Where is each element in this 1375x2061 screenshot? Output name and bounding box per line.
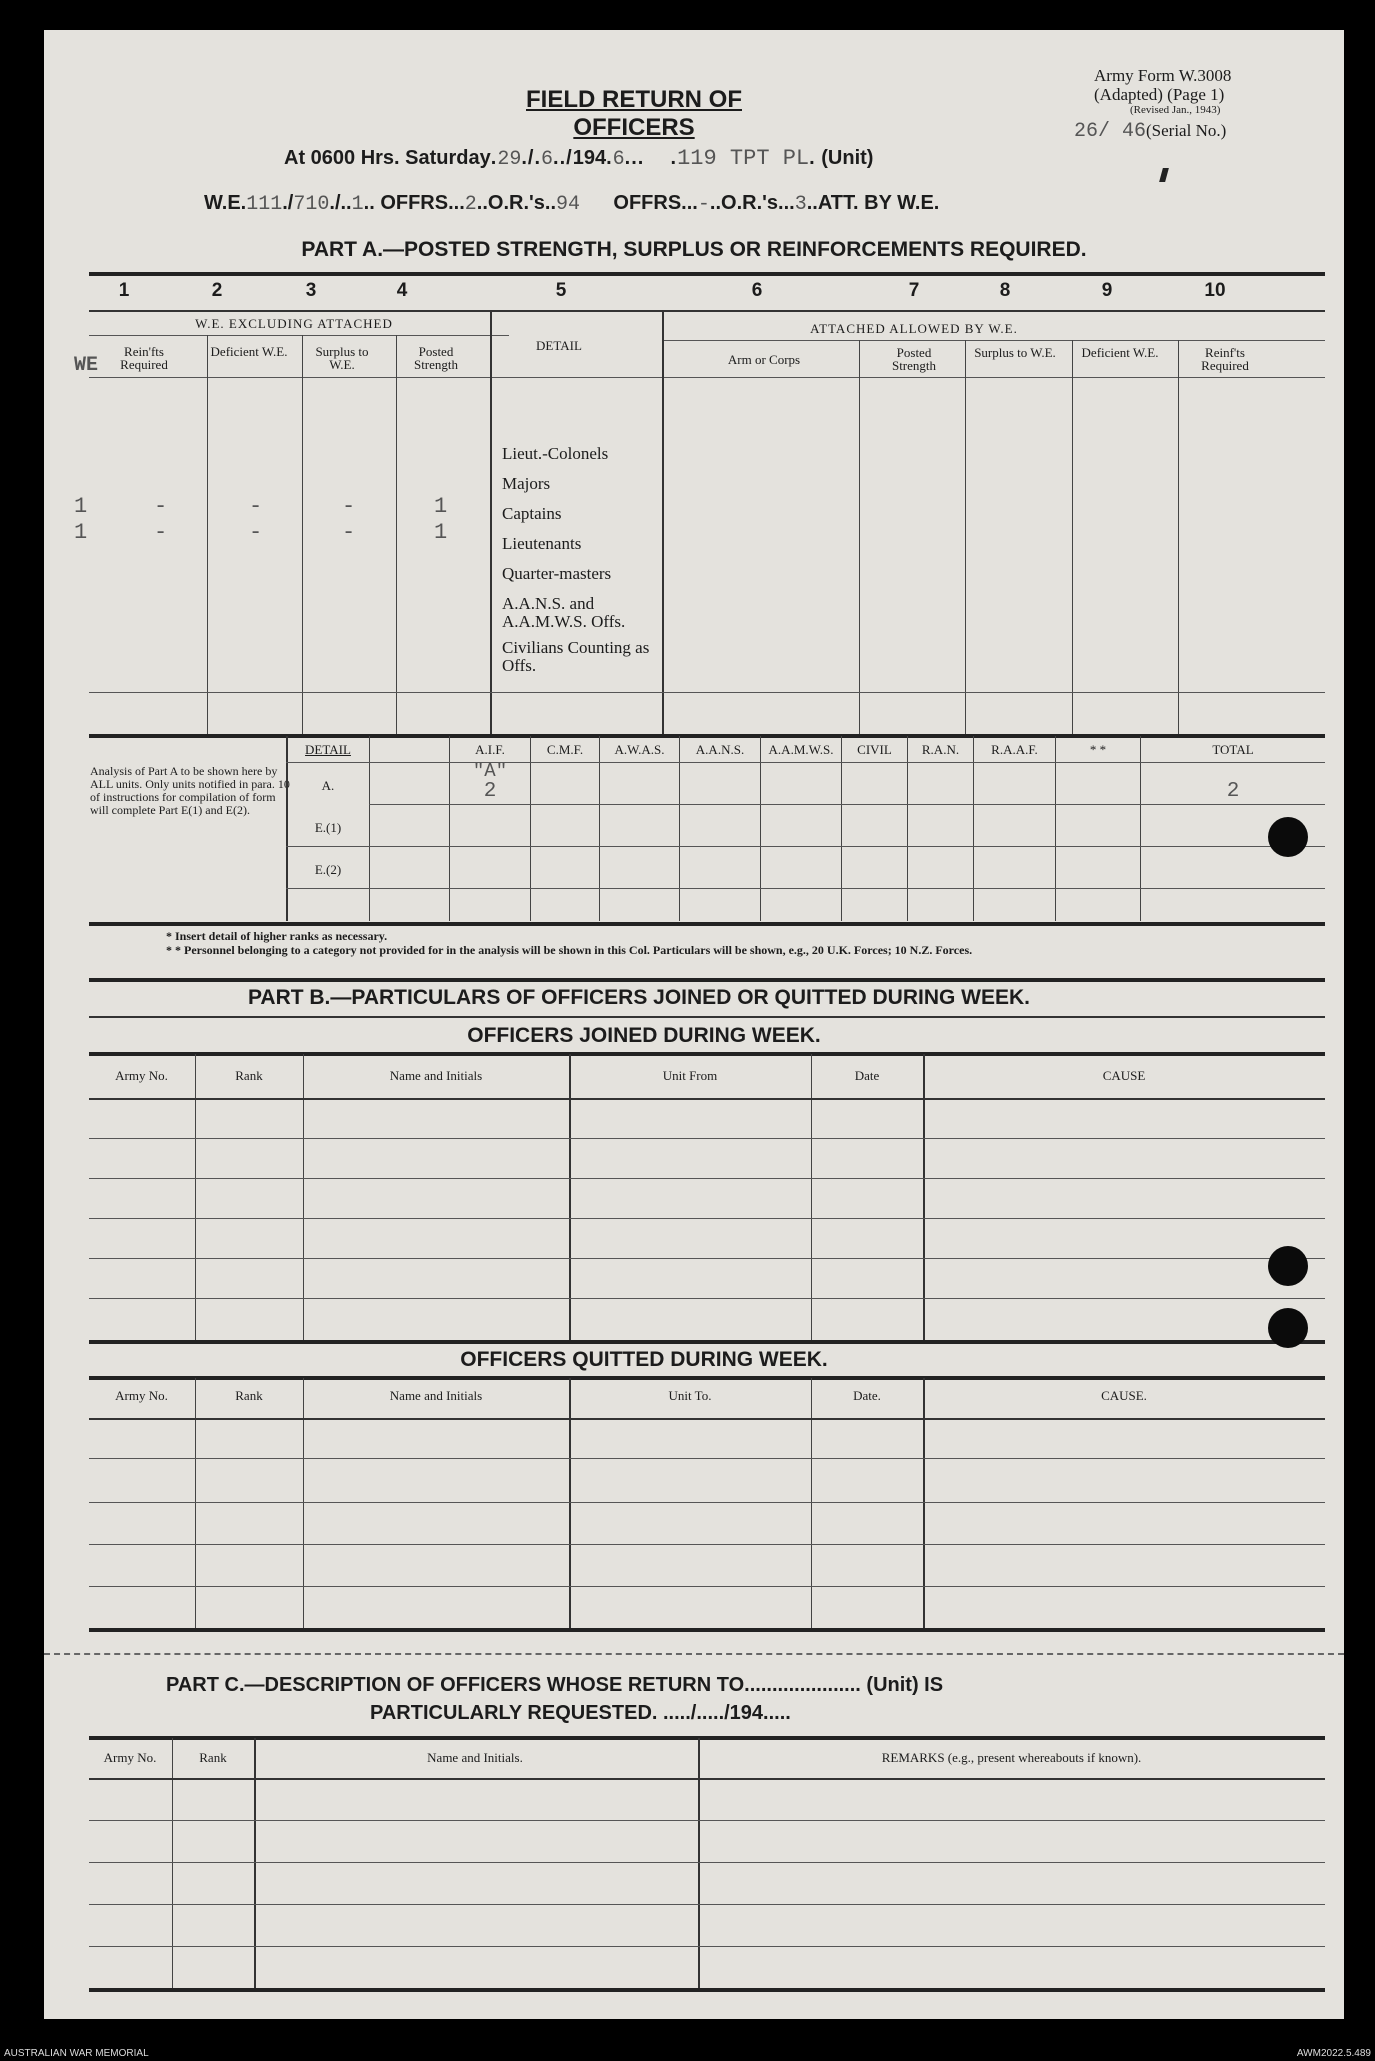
partc-head-army-no: Army No.: [103, 1750, 157, 1765]
part-a-heading: PART A.—POSTED STRENGTH, SURPLUS OR REINFORCEMENTS REQUIRED.: [301, 238, 1087, 261]
ors2-label: O.R.'s.: [721, 192, 784, 214]
lieutenants-surplus-2: -: [342, 520, 356, 545]
we-margin-mark: WE: [74, 354, 99, 377]
unit-value: 119 TPT PL: [677, 146, 810, 171]
partc-head-remarks: REMARKS (e.g., present whereabouts if known).: [881, 1750, 1142, 1765]
head-detail: DETAIL: [536, 338, 582, 353]
quitted-row-rule: [89, 1458, 1325, 1459]
analysis-head-raaf: R.A.A.F.: [991, 742, 1038, 757]
col-divider: [396, 335, 397, 735]
head-reinfts-required: Rein'fts Required: [120, 344, 168, 372]
partc-bottom-rule: [89, 1988, 1325, 1992]
we-group-header: W.E. EXCLUDING ATTACHED: [195, 316, 393, 331]
analysis-row-a: A.: [321, 778, 335, 793]
we-part-b: 710: [293, 193, 330, 216]
quitted-head-rank: Rank: [235, 1388, 263, 1403]
col-number-4: 4: [396, 280, 408, 301]
joined-head-cause: CAUSE: [1102, 1068, 1146, 1083]
offrs-value: 2: [464, 193, 477, 216]
analysis-head-awas: A.W.A.S.: [614, 742, 665, 757]
col-number-1: 1: [118, 280, 130, 301]
quitted-top-rule: [89, 1376, 1325, 1380]
analysis-head-aamws: A.A.M.W.S.: [768, 742, 834, 757]
we-label: W.E.: [204, 192, 247, 214]
head-att-posted-strength: Posted Strength: [891, 345, 937, 373]
quitted-head-date: Date.: [853, 1388, 881, 1403]
col-number-5: 5: [555, 280, 567, 301]
partc-row-rule: [89, 1862, 1325, 1863]
page-title: FIELD RETURN OF OFFICERS: [526, 86, 742, 141]
quitted-col-divider: [303, 1378, 304, 1628]
col-divider: [1178, 340, 1179, 735]
captains-surplus-2: -: [342, 494, 356, 519]
head-posted-strength: Posted Strength: [413, 344, 459, 372]
rank-civilians: Civilians Counting as Offs.: [502, 638, 650, 675]
rank-lieutenants: Lieutenants: [502, 534, 582, 553]
captains-reinfts: 1: [74, 494, 88, 519]
archive-credit: AUSTRALIAN WAR MEMORIAL: [4, 2048, 149, 2059]
attached-group-rule: [664, 340, 1325, 341]
lieutenants-reinfts: 1: [74, 520, 88, 545]
quitted-row-rule: [89, 1544, 1325, 1545]
part-a-top-rule: [89, 272, 1325, 276]
offrs-label: OFFRS.: [380, 192, 454, 214]
we-part-a: 111: [246, 193, 283, 216]
offrs2-value: -: [697, 193, 710, 216]
rank-aans-aamws: A.A.N.S. and A.A.M.W.S. Offs.: [502, 594, 626, 631]
partc-col-divider: [698, 1738, 700, 1988]
captains-posted: 1: [434, 494, 448, 519]
ors2-value: 3: [794, 193, 807, 216]
captains-surplus: -: [249, 494, 263, 519]
serial-value: 26/ 46: [1074, 120, 1147, 143]
quitted-title: OFFICERS QUITTED DURING WEEK.: [460, 1348, 828, 1371]
col-number-10: 10: [1204, 280, 1226, 301]
head-att-reinfts-required: Reinf'ts Required: [1201, 345, 1249, 373]
form-id-block: [1094, 66, 1231, 116]
quitted-head-unit-to: Unit To.: [668, 1388, 712, 1403]
captains-deficient: -: [154, 494, 168, 519]
quitted-col-divider: [811, 1378, 812, 1628]
joined-row-rule: [89, 1218, 1325, 1219]
rank-majors: Majors: [502, 474, 551, 493]
col-number-2: 2: [211, 280, 223, 301]
attached-group-header: ATTACHED ALLOWED BY W.E.: [810, 321, 1018, 336]
joined-head-rule: [89, 1098, 1325, 1100]
analysis-col-divider: [1140, 736, 1141, 921]
footnote-other-category: * * Personnel belonging to a category not provided for in the analysis will be shown in this Col. Particulars will be shown, e.g., 20 U.K. Forces; 10 N.Z. Forces.: [166, 943, 973, 957]
analysis-note: Analysis of Part A to be shown here by ALL units. Only units notified in para. 10 of instructions for compilation of form will complete Part E(1) and E(2).: [90, 764, 290, 817]
rank-captains: Captains: [502, 504, 562, 523]
form-number: Army Form W.3008: [1094, 66, 1232, 85]
partc-col-divider: [172, 1738, 173, 1988]
analysis-col-divider: [973, 736, 974, 921]
form-page: [44, 30, 1344, 2019]
head-surplus-we: Surplus to W.E.: [315, 344, 369, 372]
analysis-col-divider: [679, 736, 680, 921]
aif-a-value: 2: [483, 780, 497, 803]
aif-a-mark: "A": [472, 760, 508, 782]
report-date-line: At 0600 Hrs. Saturday.29./.6../194.6... .119 TPT PL. (Unit): [284, 146, 874, 171]
joined-bottom-rule: [89, 1340, 1325, 1344]
part-c-heading-line1: PART C.—DESCRIPTION OF OFFICERS WHOSE RETURN TO..................... (Unit) IS: [166, 1674, 944, 1696]
partc-row-rule: [89, 1820, 1325, 1821]
punch-hole: [1268, 1308, 1308, 1348]
quitted-row-rule: [89, 1586, 1325, 1587]
joined-title: OFFICERS JOINED DURING WEEK.: [467, 1024, 821, 1047]
part-c-top-rule: [89, 1736, 1325, 1740]
analysis-col-divider: [530, 736, 531, 921]
ors-label: O.R.'s.: [487, 192, 551, 214]
col-number-7: 7: [908, 280, 920, 301]
analysis-row-rule: [369, 804, 1325, 805]
quitted-col-divider: [923, 1378, 925, 1628]
archive-reference: AWM2022.5.489: [1296, 2048, 1371, 2059]
col-number-8: 8: [999, 280, 1011, 301]
footnote-higher-ranks: * Insert detail of higher ranks as necessary.: [166, 929, 388, 943]
partc-head-rule: [89, 1778, 1325, 1780]
we-group-rule: [89, 335, 509, 336]
col-divider: [302, 335, 303, 735]
quitted-bottom-rule: [89, 1628, 1325, 1632]
analysis-col-divider: [1055, 736, 1056, 921]
analysis-head-aans: A.A.N.S.: [695, 742, 745, 757]
col-divider: [490, 312, 492, 735]
perforation-line: [44, 1653, 1344, 1655]
analysis-bottom-rule: [89, 922, 1325, 926]
total-a-value: 2: [1226, 780, 1240, 803]
rank-lieut-colonels: Lieut.-Colonels: [502, 444, 609, 463]
quitted-col-divider: [195, 1378, 196, 1628]
analysis-head-cmf: C.M.F.: [546, 742, 584, 757]
quitted-head-name: Name and Initials: [389, 1388, 483, 1403]
form-page-number: (Adapted) (Page 1): [1094, 85, 1225, 104]
lieutenants-deficient: -: [154, 520, 168, 545]
serial-number: [1074, 120, 1226, 143]
year-prefix: 194: [572, 147, 607, 169]
analysis-row-rule: [286, 846, 1325, 847]
partc-row-rule: [89, 1946, 1325, 1947]
analysis-col-divider: [599, 736, 600, 921]
col-divider: [965, 340, 966, 735]
analysis-row-e2: E.(2): [314, 862, 342, 877]
part-b-heading: PART B.—PARTICULARS OF OFFICERS JOINED OR QUITTED DURING WEEK.: [247, 986, 1031, 1009]
rank-quarter-masters: Quarter-masters: [502, 564, 612, 583]
serial-label: (Serial No.): [1146, 121, 1227, 140]
joined-row-rule: [89, 1258, 1325, 1259]
year-digit: 6: [612, 148, 625, 171]
unit-label: (Unit): [821, 147, 874, 169]
analysis-head-civil: CIVIL: [857, 742, 892, 757]
lieutenants-surplus: -: [249, 520, 263, 545]
subheader-rule: [89, 377, 1325, 378]
quitted-head-cause: CAUSE.: [1101, 1388, 1147, 1403]
quitted-row-rule: [89, 1502, 1325, 1503]
att-label: ATT. BY W.E.: [817, 192, 940, 214]
date-day: 29: [497, 148, 522, 171]
date-month: 6: [541, 148, 554, 171]
joined-row-rule: [89, 1138, 1325, 1139]
analysis-head-ran: R.A.N.: [921, 742, 960, 757]
head-arm-or-corps: Arm or Corps: [727, 352, 801, 367]
joined-head-date: Date: [854, 1068, 880, 1083]
quitted-col-divider: [569, 1378, 571, 1628]
analysis-col-divider: [369, 736, 370, 921]
col-number-3: 3: [305, 280, 317, 301]
head-att-deficient-we: Deficient W.E.: [1081, 345, 1159, 360]
joined-head-unit-from: Unit From: [662, 1068, 718, 1083]
partc-row-rule: [89, 1904, 1325, 1905]
ors-value: 94: [556, 193, 581, 216]
analysis-head-other: * *: [1089, 742, 1107, 757]
analysis-head-detail: DETAIL: [305, 742, 351, 757]
joined-row-rule: [89, 1178, 1325, 1179]
we-line: W.E.111./710./..1.. OFFRS...2..O.R.'s..94 OFFRS...-..O.R.'s...3..ATT. BY W.E.: [204, 192, 940, 216]
head-deficient-we: Deficient W.E.: [210, 344, 288, 359]
col-number-rule: [89, 310, 1325, 312]
part-b-heading-rule: [89, 1016, 1325, 1018]
joined-head-army-no: Army No.: [115, 1068, 168, 1083]
joined-top-rule: [89, 1052, 1325, 1056]
offrs2-label: OFFRS.: [613, 192, 687, 214]
col-number-9: 9: [1101, 280, 1113, 301]
lieutenants-posted: 1: [434, 520, 448, 545]
col-number-6: 6: [751, 280, 763, 301]
punch-hole: [1268, 1246, 1308, 1286]
part-b-top-rule: [89, 978, 1325, 982]
analysis-col-divider: [907, 736, 908, 921]
form-revision: (Revised Jan., 1943): [1130, 104, 1221, 116]
joined-head-name: Name and Initials: [389, 1068, 483, 1083]
quitted-head-army-no: Army No.: [115, 1388, 168, 1403]
partc-head-rank: Rank: [199, 1750, 227, 1765]
head-att-surplus-we: Surplus to W.E.: [974, 345, 1056, 360]
joined-row-rule: [89, 1298, 1325, 1299]
analysis-head-total: TOTAL: [1212, 742, 1254, 757]
analysis-row-rule: [286, 888, 1325, 889]
analysis-col-divider: [841, 736, 842, 921]
at-label: At 0600 Hrs. Saturday: [284, 147, 491, 169]
ink-mark: [1159, 168, 1169, 182]
col-divider: [207, 335, 208, 735]
partc-col-divider: [254, 1738, 256, 1988]
partc-head-name: Name and Initials.: [427, 1750, 523, 1765]
joined-head-rank: Rank: [235, 1068, 263, 1083]
col-divider: [1072, 340, 1073, 735]
analysis-col-divider: [760, 736, 761, 921]
analysis-head-rule: [286, 762, 1325, 763]
quitted-head-rule: [89, 1418, 1325, 1420]
col-divider: [859, 340, 860, 735]
part-a-bottom-rule: [89, 692, 1325, 693]
analysis-row-e1: E.(1): [314, 820, 342, 835]
analysis-head-aif: A.I.F.: [475, 742, 505, 757]
rank-list: [502, 439, 667, 675]
part-c-heading-line2: PARTICULARLY REQUESTED. ...../...../194.....: [370, 1702, 791, 1724]
we-part-c: 1: [351, 193, 364, 216]
punch-hole: [1268, 817, 1308, 857]
